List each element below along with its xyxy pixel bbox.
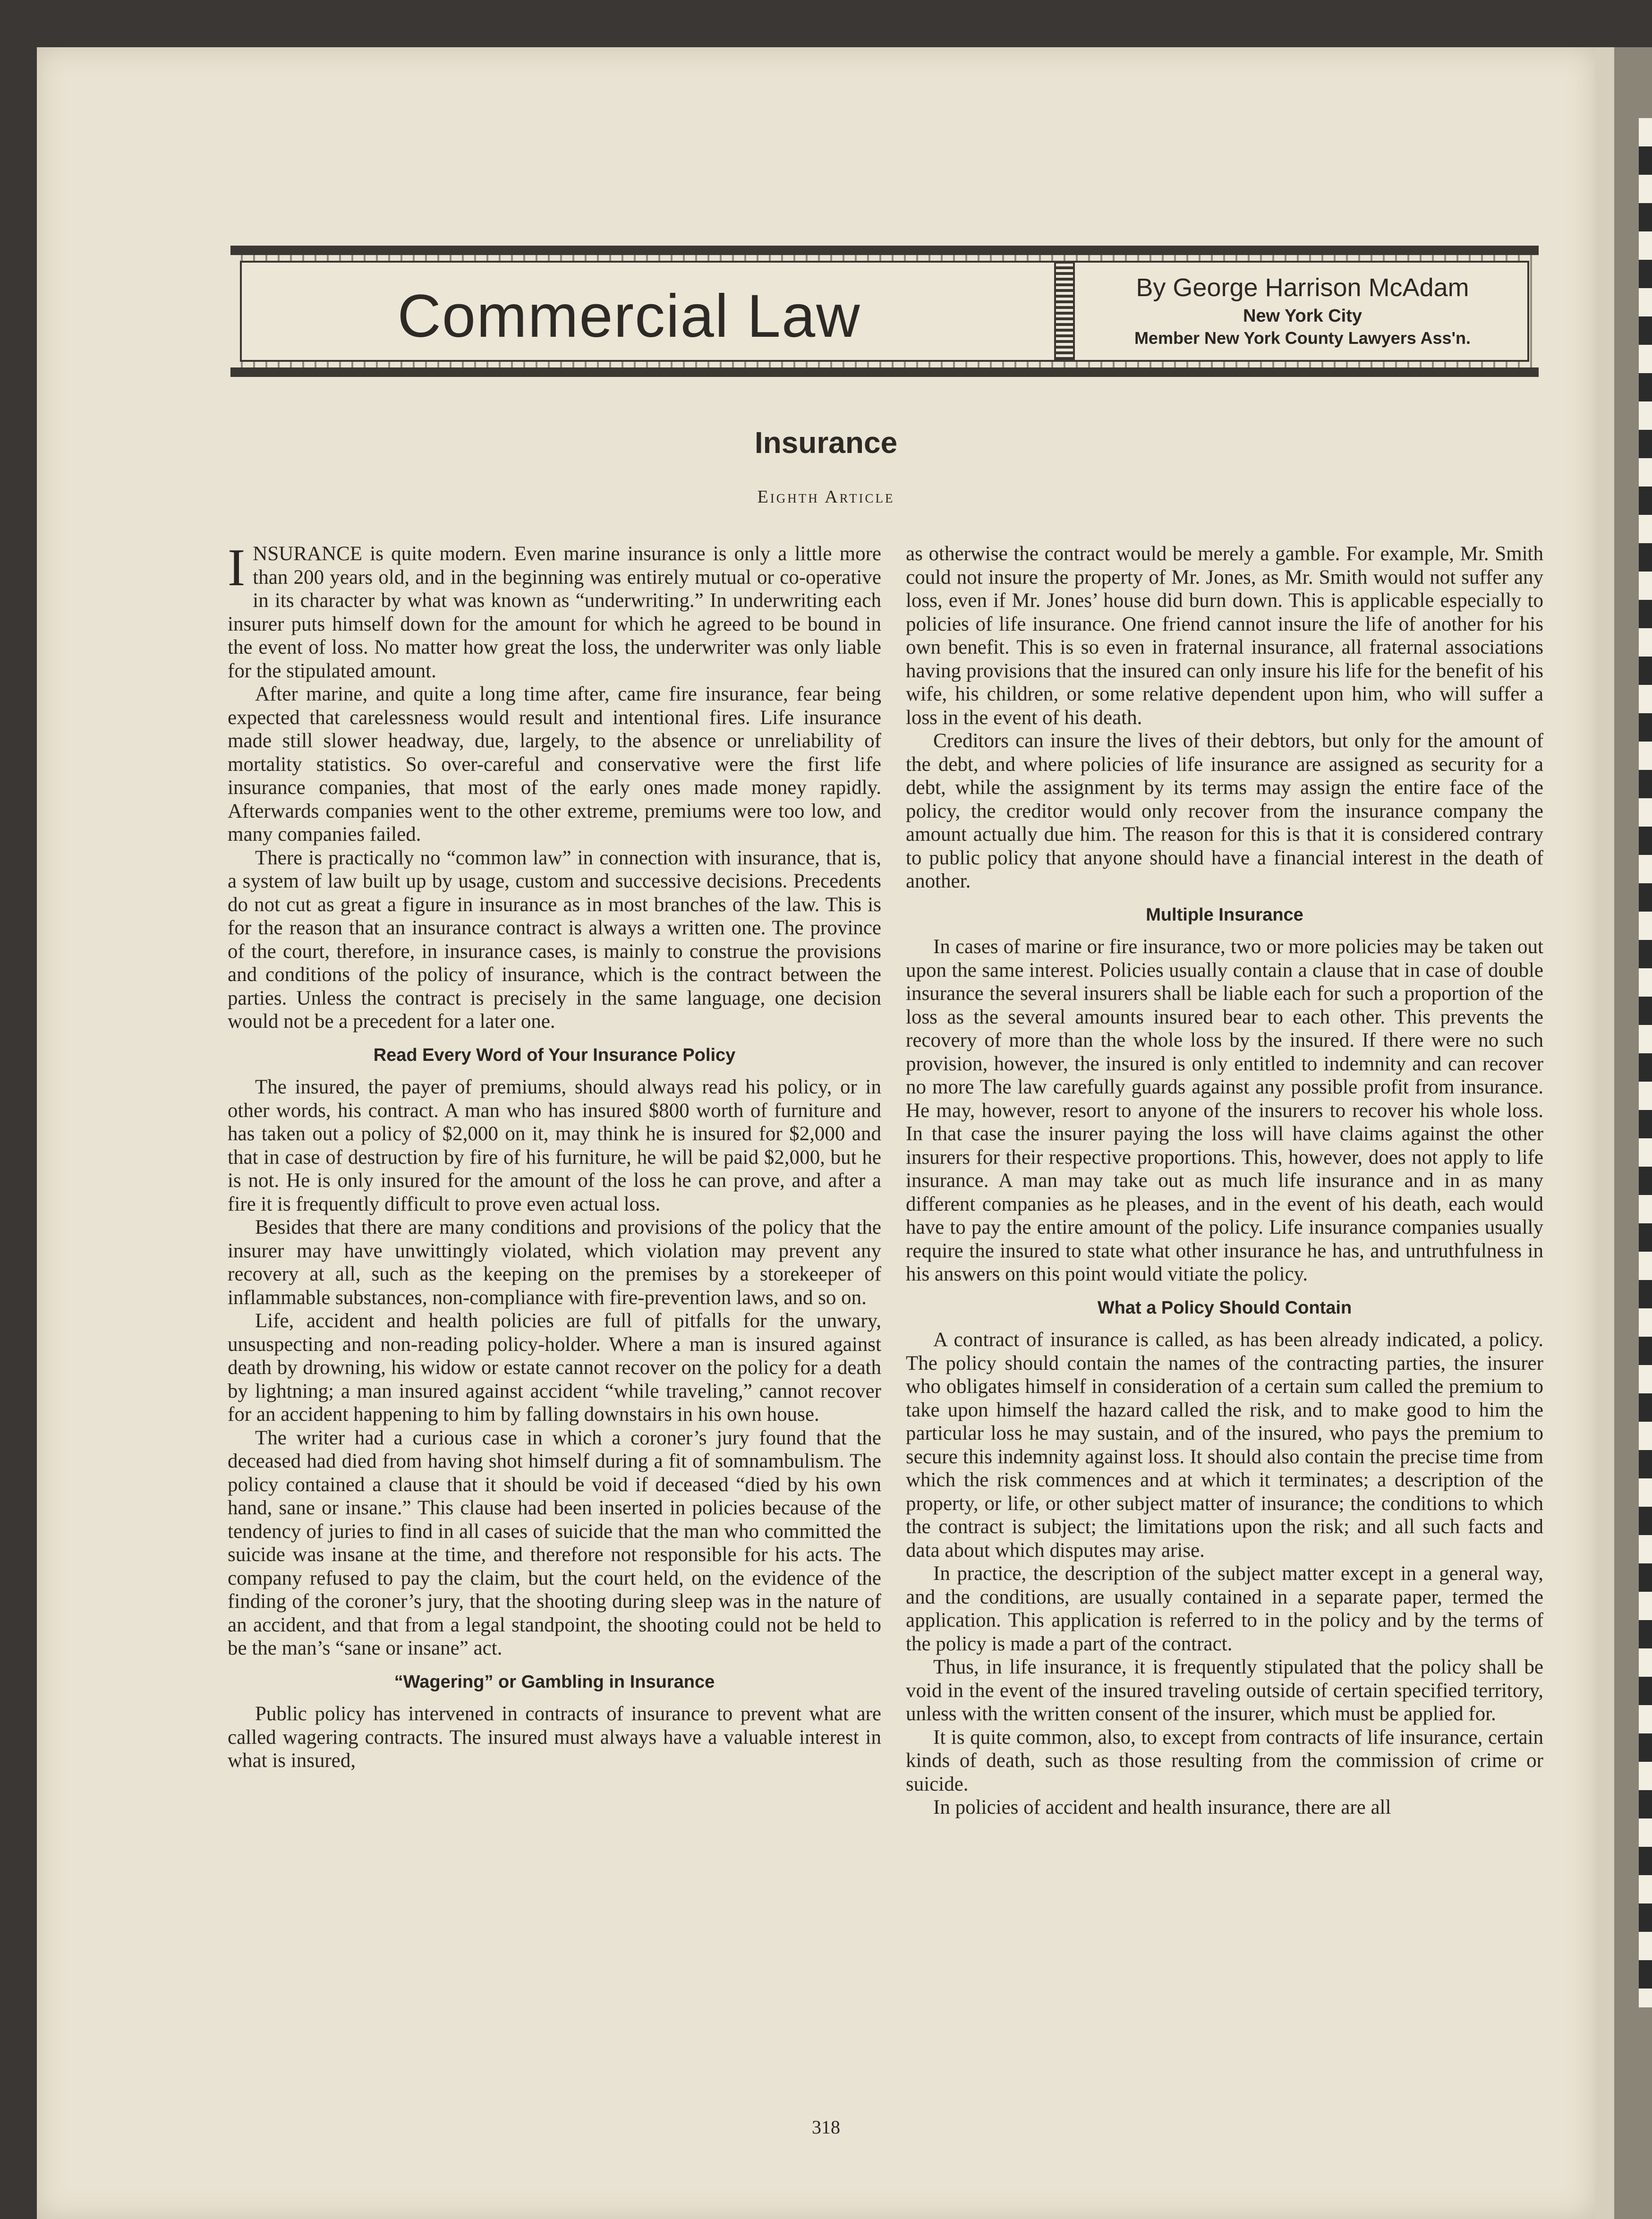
section-banner bbox=[230, 246, 1539, 377]
paragraph: After marine, and quite a long time after, came fire insurance, fear being expected that carelessness would result and intentional fires. Life insurance made still slower headway, due, largely, to the absence or unreliability of mortality statistics. So over-careful and conservative were the first life insurance companies, that most of the early ones made money rapidly. Afterwards companies went to the other extreme, premiums were too low, and many companies failed. bbox=[228, 683, 881, 845]
author-city: New York City bbox=[1243, 306, 1362, 326]
paragraph: In practice, the description of the subject matter except in a general way, and the conditions, are usually contained in a separate paper, termed the application. This application is referred to in the policy and by the terms of the policy is made a part of the contract. bbox=[906, 1562, 1543, 1655]
scale-ruler bbox=[1639, 118, 1652, 2007]
author-membership: Member New York County Lawyers Ass'n. bbox=[1134, 328, 1471, 348]
section-heading: Multiple Insurance bbox=[1146, 905, 1303, 925]
section-heading: Read Every Word of Your Insurance Policy bbox=[373, 1045, 736, 1065]
banner-divider bbox=[1054, 261, 1075, 362]
paragraph: Public policy has intervened in contracts of insurance to prevent what are called wagering contracts. The insured must always have a valuable interest in what is insured, bbox=[228, 1703, 881, 1772]
paragraph: Life, accident and health policies are full of pitfalls for the unwary, unsuspecting and non-reading policy-holder. Where a man is insured against death by drowning, his widow or estate cannot recover on the policy for a death by lightning; a man insured against accident “while traveling,” cannot recover for an accident happening to him by falling downstairs in his own house. bbox=[228, 1310, 881, 1425]
article-subtitle: Eighth Article bbox=[757, 487, 895, 507]
paragraph: In policies of accident and health insurance, there are all bbox=[933, 1796, 1391, 1818]
page-gutter bbox=[1595, 47, 1614, 2219]
page-number: 318 bbox=[812, 2117, 840, 2138]
paragraph: Creditors can insure the lives of their debtors, but only for the amount of the debt, and where policies of life insurance are assigned as security for a debt, while the assignment by its terms may assign the entire face of the policy, the creditor would only recover from the insurance company the amount actually due him. The reason for this is that it is considered contrary to public policy that anyone should have a financial interest in the death of another. bbox=[906, 730, 1543, 892]
section-heading: “Wagering” or Gambling in Insurance bbox=[394, 1672, 715, 1692]
paragraph: as otherwise the contract would be merely a gamble. For example, Mr. Smith could not insure the property of Mr. Jones, as Mr. Smith would not suffer any loss, even if Mr. Jones’ house did burn down. This is applicable especially to policies of life insurance. One friend cannot insure the life of another for his own benefit. This is so even in fraternal insurance, all fraternal associations having provisions that the insured can only insure his life for the benefit of his wife, his children, or some relative dependent upon him, who will suffer a loss in the event of his death. bbox=[906, 543, 1543, 729]
drop-cap: I bbox=[228, 538, 246, 597]
paragraph: The writer had a curious case in which a coroner’s jury found that the deceased had died from having shot himself during a fit of somnambulism. The policy contained a clause that it should be void if deceased “died by his own hand, sane or insane.” This clause had been inserted in policies because of the tendency of juries to find in all cases of suicide that the man who committed the suicide was insane at the time, and therefore not responsible for his acts. The company refused to pay the claim, but the court held, on the evidence of the finding of the coroner’s jury, that the shooting during sleep was in the nature of an accident, and that from a legal standpoint, the shooting could not be held to be the man’s “sane or insane” act. bbox=[228, 1426, 881, 1659]
byline bbox=[1082, 273, 1523, 348]
right-column bbox=[906, 542, 1543, 1819]
section-title: Commercial Law bbox=[397, 282, 861, 350]
paragraph: The insured, the payer of premiums, should always read his policy, or in other words, his contract. A man who has insured $800 worth of furniture and has taken out a policy of $2,000 on it, may think he is insured for $2,000 and that in case of destruction by fire of his furniture, he will be paid $2,000, but he is not. He is only insured for the amount of the loss he can prove, and after a fire it is frequently difficult to prove even actual loss. bbox=[228, 1076, 881, 1215]
article-title: Insurance bbox=[754, 426, 898, 460]
paragraph: Thus, in life insurance, it is frequently stipulated that the policy shall be void in the event of the insured traveling outside of certain specified territory, unless with the written consent of the insurer, which must be applied for. bbox=[906, 1656, 1543, 1725]
author-name: By George Harrison McAdam bbox=[1136, 273, 1469, 302]
paragraph: Besides that there are many conditions and provisions of the policy that the insurer may have unwittingly violated, which violation may prevent any recovery at all, such as the keeping on the premises by a storekeeper of inflammable substances, non-compliance with fire-prevention laws, and so on. bbox=[228, 1216, 881, 1309]
paragraph: INSURANCE is quite modern. Even marine insurance is only a little more than 200 years old, and in the beginning was entirely mutual or co-operative in its character by what was known as “underwriting.” In underwriting each insurer puts himself down for the amount for which he agreed to be bound in the event of loss. No matter how great the loss, the underwriter was only liable for the stipulated amount. bbox=[228, 538, 881, 682]
paragraph: It is quite common, also, to except from contracts of life insurance, certain kinds of death, such as those resulting from the commission of crime or suicide. bbox=[906, 1726, 1543, 1795]
banner-panel bbox=[240, 261, 1529, 362]
paragraph: A contract of insurance is called, as has been already indicated, a policy. The policy should contain the names of the contracting parties, the insurer who obligates himself in consideration of a certain sum called the premium to take upon himself the hazard called the risk, and to make good to him the particular loss he may sustain, and of the insured, who pays the premium to secure this indemnity against loss. It should also contain the precise time from which the risk commences and at which it terminates; a description of the property, or life, or other subject matter of insurance; the conditions to which the contract is subject; the limitations upon the risk; and all such facts and data about which disputes may arise. bbox=[906, 1329, 1543, 1562]
section-heading: What a Policy Should Contain bbox=[1097, 1297, 1352, 1318]
paragraph: In cases of marine or fire insurance, two or more policies may be taken out upon the same interest. Policies usually contain a clause that in case of double insurance the several insurers shall be liable each for such a proportion of the loss as the several amounts insured bear to each other. This prevents the recovery of more than the whole loss by the insured. If there were no such provision, however, the insured is only entitled to indemnity and can recover no more The law carefully guards against any possible profit from insurance. He may, however, resort to anyone of the insurers to recover his whole loss. In that case the insurer paying the loss will have claims against the other insurers for their respective proportions. This, however, does not apply to life insurance. A man may take out as much life insurance and in as many different companies as he pleases, and in the event of his death, each would have to pay the entire amount of the policy. Life insurance companies usually require the insured to state what other insurance he has, and untruthfulness in his answers on this point would vitiate the policy. bbox=[906, 936, 1543, 1285]
paragraph: There is practically no “common law” in connection with insurance, that is, a system of law built up by usage, custom and successive decisions. Precedents do not cut as great a figure in insurance as in most branches of the law. This is for the reason that an insurance contract is always a written one. The province of the court, therefore, in insurance cases, is mainly to construe the provisions and conditions of the policy of insurance, which is the contract between the parties. Unless the contract is precisely in the same language, one decision would not be a precedent for a later one. bbox=[228, 846, 881, 1033]
left-column bbox=[228, 538, 881, 1773]
